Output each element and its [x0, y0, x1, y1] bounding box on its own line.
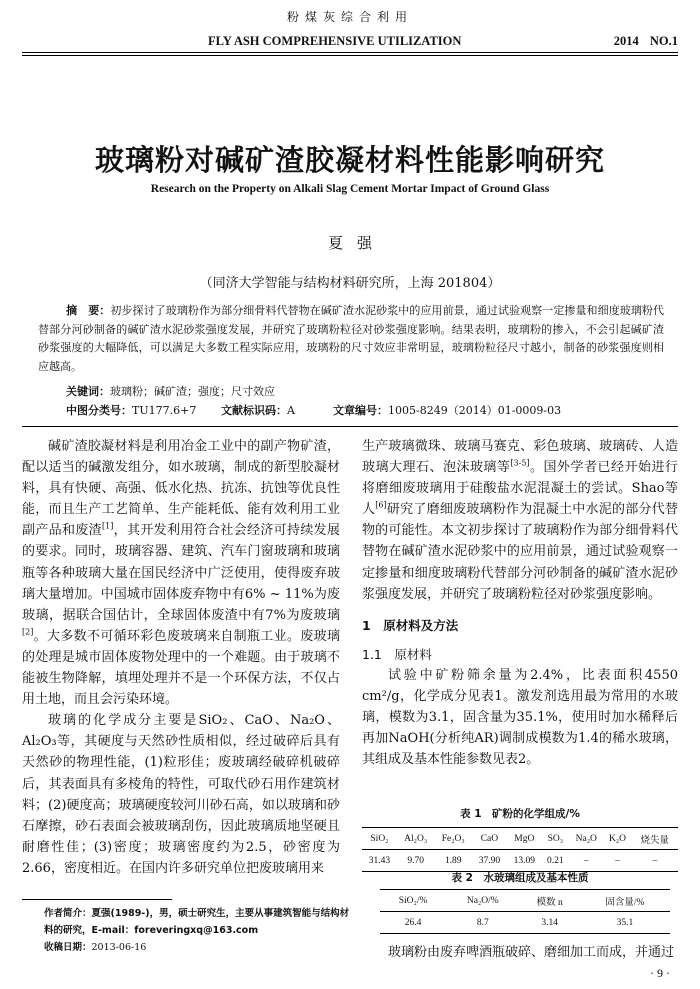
table-cell: 9.70	[407, 855, 424, 866]
subsection-heading: 1.1 原材料	[362, 646, 432, 662]
footnote-rule	[22, 899, 172, 900]
author-note-text: 夏强(1989-)，男，硕士研究生，主要从事建筑智能与结构材料的研究，E-mail：foreveringxq@163.com	[44, 908, 350, 936]
keywords-label: 关键词：	[66, 385, 110, 398]
abstract-text: 初步探讨了玻璃粉作为部分细骨料代替物在碱矿渣水泥砂浆中的应用前景，通过试验观察一定掺量和细度玻璃粉代替部分河砂制备的碱矿渣水泥砂浆强度发展，并研究了玻璃粉粒径对砂浆强度影响。结果表明，玻璃粉的掺入，不会引起碱矿渣砂浆强度的大幅降低，可以满足大多数工程实际应用，玻璃粉的尺寸效应非常明显，玻璃粉粒径尺寸越小，制备的砂浆强度则相应越高。	[38, 304, 665, 373]
paragraph: 玻璃的化学成分主要是SiO₂、CaO、Na₂O、Al₂O₃等，其硬度与天然砂性质相似，经过破碎后具有天然砂的物理性能，(1)粒形佳；废玻璃经破碎机破碎后，其表面具有多棱角的特性，可取代砂石用作建筑材料；(2)硬度高；玻璃硬度较河川砂石高，如以玻璃和砂石摩擦，砂石表面会被玻璃刮伤，因此玻璃质地坚硬且耐磨性佳；(3)密度；玻璃密度约为2.5，砂密度为2.66，密度相近。在国内许多研究单位把废玻璃用来	[22, 713, 340, 876]
right-column-tail	[362, 942, 678, 963]
right-column	[362, 436, 678, 770]
table-cell: 26.4	[404, 917, 422, 928]
table-header-cell: SiO₂	[362, 828, 397, 850]
paragraph	[22, 436, 340, 710]
article-number-text: 1005-8249（2014）01-0009-03	[388, 404, 562, 417]
table-row	[380, 912, 670, 934]
table-header-cell: CaO	[472, 828, 507, 850]
received-date-text: 2013-06-16	[91, 942, 147, 953]
article-number-label: 文章编号：	[333, 404, 388, 417]
received-date-label: 收稿日期：	[44, 942, 92, 953]
article-title-en: Research on the Property on Alkali Slag Cement Mortar Impact of Ground Glass	[150, 183, 550, 195]
keywords	[66, 383, 275, 399]
table-row	[362, 850, 678, 872]
table-cell: 31.43	[368, 855, 391, 866]
article-title: 玻璃粉对碱矿渣胶凝材料性能影响研究	[94, 143, 605, 177]
classification	[66, 402, 196, 418]
text-run: ，其开发利用符合社会经济可持续发展的要求。同时，玻璃容器、建筑、汽车门窗玻璃和玻璃瓶等各种玻璃大量在国民经济中广泛使用，使得废弃玻璃大量增加。中国城市固体废弃物中有6% ~ 11%为废玻璃，据联合国估计，全球固体废渣中有7%为废玻璃	[22, 523, 340, 623]
classification-text: TU177.6+7	[132, 404, 197, 417]
header-rule	[22, 52, 678, 53]
table-header-cell: 固含量/%	[580, 890, 670, 912]
author-note	[22, 905, 352, 939]
abstract-label: 摘 要：	[66, 304, 111, 317]
table-header-cell: Na₂O	[569, 828, 604, 850]
author-name: 夏强	[327, 234, 386, 252]
table-cell: 1.89	[444, 855, 462, 866]
doc-code-text: A	[287, 404, 295, 417]
article-number	[333, 402, 561, 418]
issue-label: 2014 NO.1	[613, 34, 678, 48]
table-cell: 3.14	[541, 917, 558, 928]
doc-code	[221, 402, 295, 418]
section-heading: 1 原材料及方法	[362, 617, 459, 633]
header-rule-thin	[22, 55, 678, 56]
table2-caption: 表 2 水玻璃组成及基本性质	[451, 872, 589, 884]
text-run: 碱矿渣胶凝材料是利用冶金工业中的副产物矿渣，配以适当的碱激发组分，如水玻璃，制成的新型胶凝材料，具有快硬、高强、低水化热、抗冻、抗蚀等优良性能，而且生产工艺简单、生产能耗低、能有效利用工业副产品和废渣	[22, 439, 340, 539]
paragraph: 玻璃粉由废弃啤酒瓶破碎、磨细加工而成，并通过	[388, 945, 675, 960]
table-cell: –	[583, 855, 589, 866]
citation: [3-5]	[510, 458, 530, 468]
table-cell: 13.09	[513, 855, 535, 866]
table-header-cell: 烧失量	[631, 828, 678, 850]
doc-code-label: 文献标识码：	[221, 404, 287, 417]
journal-name-en: FLY ASH COMPREHENSIVE UTILIZATION	[208, 34, 462, 48]
table-header-cell: MgO	[507, 828, 542, 850]
table-header-cell: SiO₂/%	[380, 890, 446, 912]
table-cell: –	[615, 855, 620, 866]
citation: [6]	[375, 500, 387, 510]
table-header-cell: Al₂O₃	[397, 828, 435, 850]
abstract	[38, 302, 664, 376]
table-header-cell: Fe₂O₃	[434, 828, 472, 850]
table-header-row	[380, 890, 670, 912]
table-header-cell: SO₃	[542, 828, 569, 850]
paragraph: 试验中矿粉筛余量为2.4%，比表面积4550 cm²/g，化学成分见表1。激发剂选用最为常用的水玻璃，模数为3.1，固含量为35.1%，使用时加水稀释后再加NaOH(分析纯AR)调制成模数为1.4的稀水玻璃，其组成及基本性能参数见表2。	[362, 667, 678, 768]
table-cell: 37.90	[478, 855, 501, 866]
table-header-row	[362, 828, 678, 850]
text-run: 研究了磨细废玻璃粉作为混凝土中水泥的部分代替物的可能性。本文初步探讨了玻璃粉作为部分细骨料代替物在碱矿渣水泥砂浆中的应用前景，通过试验观察一定掺量和细度玻璃粉代替部分河砂制备的碱矿渣水泥砂浆强度发展，并研究了玻璃粉粒径对砂浆强度影响。	[362, 502, 678, 602]
paragraph	[362, 436, 678, 605]
page-number: · 9 ·	[650, 966, 670, 980]
table1	[362, 827, 678, 872]
citation: [1]	[102, 522, 114, 532]
table-cell: 0.21	[547, 855, 564, 866]
keywords-text: 玻璃粉；碱矿渣；强度；尺寸效应	[110, 385, 275, 398]
table-header-cell: Na₂O/%	[446, 890, 519, 912]
left-column	[22, 436, 340, 879]
journal-name-cn: 粉煤灰综合利用	[286, 10, 413, 24]
text-run: 生产玻璃微珠、玻璃马赛克、彩色玻璃、玻璃砖、人造玻璃大理石、泡沫玻璃等	[362, 439, 678, 476]
citation: [2]	[22, 627, 34, 637]
classification-label: 中图分类号：	[66, 404, 132, 417]
table2	[380, 889, 670, 934]
table-header-cell: 模数 n	[520, 890, 580, 912]
affiliation: （同济大学智能与结构材料研究所，上海 201804）	[199, 276, 501, 291]
author-note-label: 作者简介：	[44, 908, 92, 919]
table-header-cell: K₂O	[604, 828, 632, 850]
table-cell: –	[652, 855, 658, 866]
text-run: 。大多数不可循环彩色废玻璃来自制瓶工业。废玻璃的处理是城市固体废物处理中的一个难题。由于玻璃不能被生物降解，填埋处理并不是一个环保方法，不仅占用土地，而且会污染环境。	[22, 628, 340, 708]
table1-caption: 表 1 矿粉的化学组成/%	[460, 808, 580, 820]
footnote	[22, 905, 352, 956]
abstract-rule	[22, 426, 678, 427]
received-date	[22, 939, 352, 956]
table-cell: 35.1	[616, 917, 634, 928]
table-cell: 8.7	[476, 917, 489, 928]
text-run: 。国外学者已经开始进行将磨细废玻璃用于硅酸盐水泥混凝土的尝试。Shao等人	[362, 460, 678, 518]
